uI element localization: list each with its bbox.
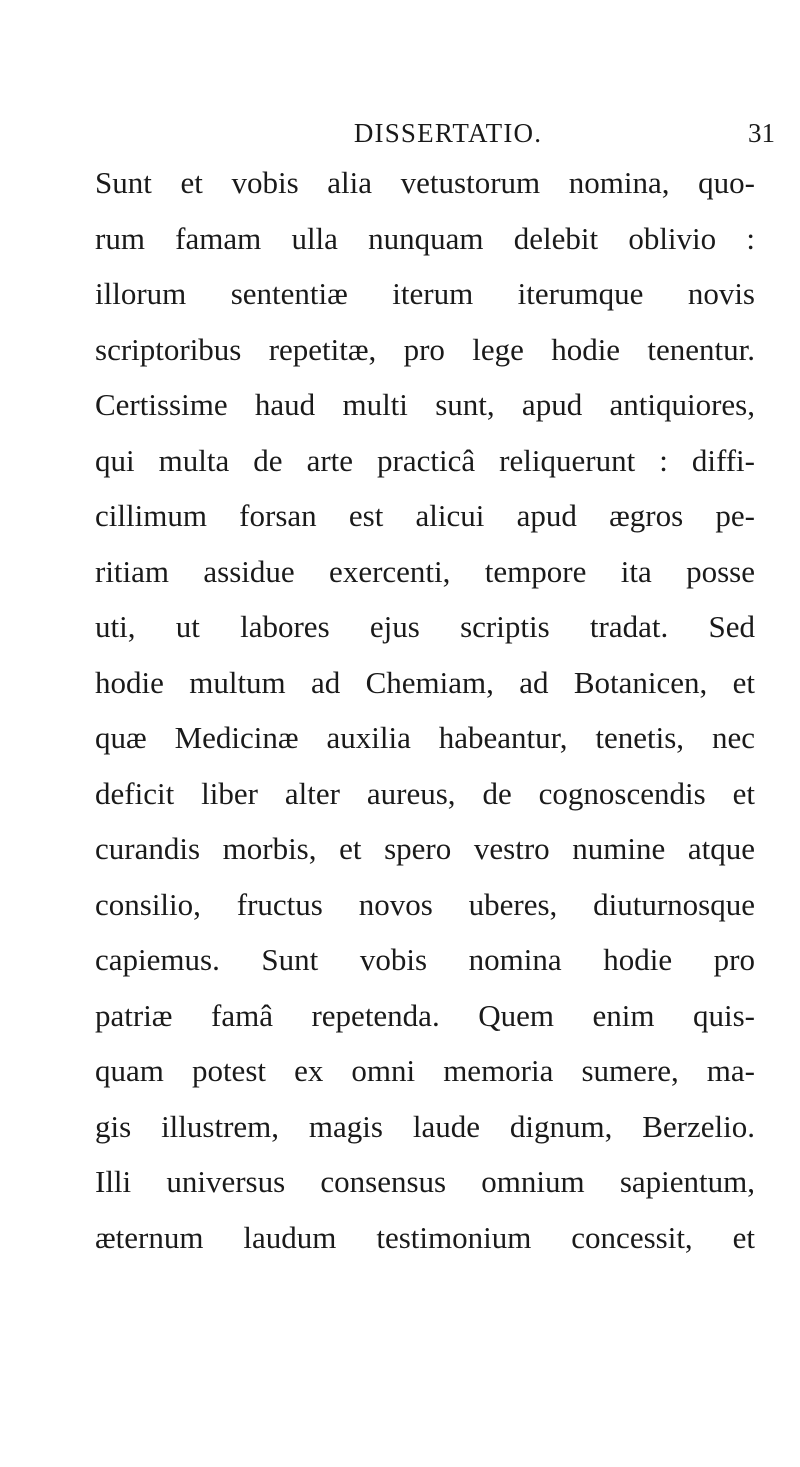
text-line: rum famam ulla nunquam delebit oblivio : bbox=[95, 220, 755, 256]
text-line: æternum laudum testimonium concessit, et bbox=[95, 1219, 755, 1255]
text-line: cillimum forsan est alicui apud ægros pe- bbox=[95, 498, 755, 533]
text-line: capiemus. Sunt vobis nomina hodie pro bbox=[95, 942, 755, 977]
text-line: patriæ famâ repetenda. Quem enim quis- bbox=[95, 997, 755, 1033]
text-line: quæ Medicinæ auxilia habeantur, tenetis, nec bbox=[95, 720, 755, 755]
text-line: gis illustrem, magis laude dignum, Berzelio. bbox=[95, 1108, 755, 1144]
page-number: 31 bbox=[748, 118, 775, 148]
text-line: scriptoribus repetitæ, pro lege hodie tenentur. bbox=[95, 331, 755, 367]
text-line: ritiam assidue exercenti, tempore ita posse bbox=[95, 553, 755, 589]
running-title: DISSERTATIO. bbox=[353, 118, 543, 148]
running-head bbox=[188, 113, 775, 153]
text-line: curandis morbis, et spero vestro numine atque bbox=[95, 831, 755, 866]
text-line: illorum sententiæ iterum iterumque novis bbox=[95, 276, 755, 311]
text-line: uti, ut labores ejus scriptis tradat. Sed bbox=[95, 609, 755, 644]
text-line: qui multa de arte practicâ reliquerunt : diffi- bbox=[95, 442, 755, 478]
text-line: Sunt et vobis alia vetustorum nomina, quo- bbox=[95, 165, 755, 200]
text-line: Certissime haud multi sunt, apud antiquiores, bbox=[95, 387, 755, 422]
text-line: Illi universus consensus omnium sapientum, bbox=[95, 1164, 755, 1199]
text-line: quam potest ex omni memoria sumere, ma- bbox=[95, 1053, 755, 1088]
text-line: consilio, fructus novos uberes, diuturnosque bbox=[95, 886, 755, 922]
text-line: deficit liber alter aureus, de cognoscendis et bbox=[95, 775, 755, 811]
text-line: hodie multum ad Chemiam, ad Botanicen, et bbox=[95, 664, 755, 700]
body-text bbox=[95, 155, 755, 1265]
